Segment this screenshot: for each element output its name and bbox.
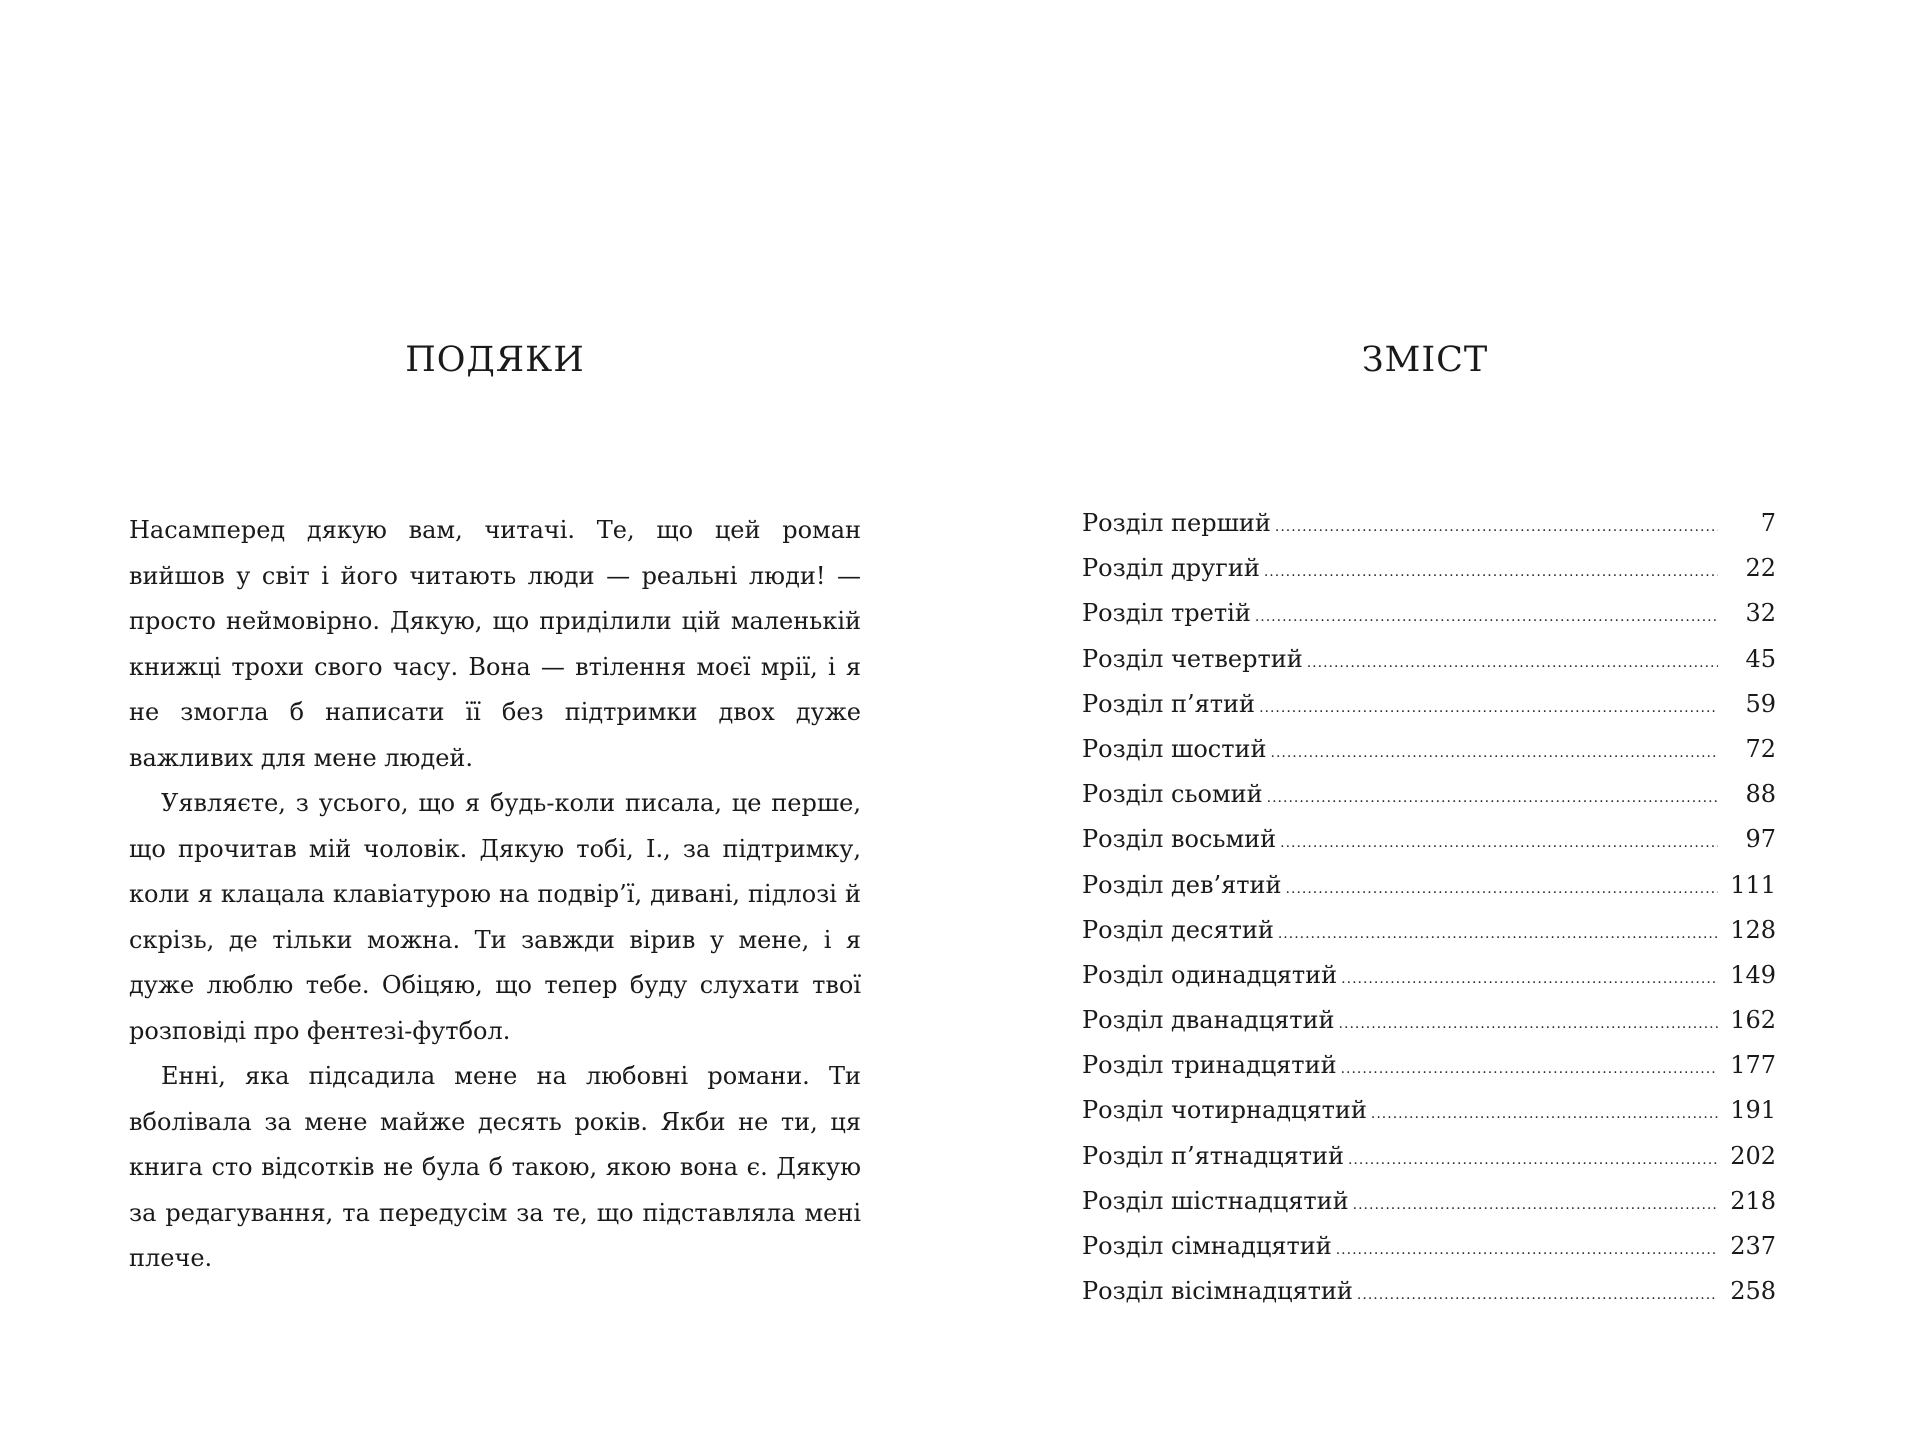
toc-entry[interactable]	[1082, 727, 1776, 772]
toc-dot-leader	[1267, 776, 1718, 821]
toc-dot-leader	[1348, 1138, 1718, 1183]
toc-dot-leader	[1259, 686, 1718, 731]
toc-dot-leader	[1286, 867, 1718, 912]
toc-entry-page: 191	[1730, 1096, 1776, 1125]
toc-entry-label: Розділ одинадцятий	[1082, 960, 1338, 989]
toc-dot-leader	[1357, 1273, 1718, 1318]
table-of-contents-page	[960, 0, 1920, 1440]
toc-entry-page: 32	[1745, 599, 1776, 628]
toc-entry-page: 72	[1745, 734, 1776, 763]
toc-entry-label: Розділ сьомий	[1082, 780, 1263, 809]
toc-entry-label: Розділ п’ятий	[1082, 689, 1256, 718]
toc-dot-leader	[1353, 1183, 1718, 1228]
toc-entry[interactable]	[1082, 1269, 1776, 1314]
toc-entry-page: 149	[1730, 960, 1776, 989]
toc-entry[interactable]	[1082, 863, 1776, 908]
toc-entry[interactable]	[1082, 591, 1776, 636]
toc-entry-page: 237	[1730, 1232, 1776, 1260]
acknowledgements-body	[129, 508, 861, 1282]
toc-entry-label: Розділ восьмий	[1082, 825, 1277, 854]
toc-dot-leader	[1341, 1047, 1718, 1092]
toc-entry[interactable]	[1082, 1224, 1776, 1269]
toc-entry[interactable]	[1082, 1179, 1776, 1224]
toc-entry[interactable]	[1082, 908, 1776, 953]
toc-dot-leader	[1371, 1092, 1718, 1137]
toc-entry-label: Розділ перший	[1082, 509, 1271, 537]
toc-entry-page: 162	[1730, 1006, 1776, 1035]
toc-entry-label: Розділ четвертий	[1082, 644, 1303, 673]
toc-dot-leader	[1307, 641, 1718, 686]
toc-entry[interactable]	[1082, 501, 1776, 546]
toc-entry[interactable]	[1082, 1043, 1776, 1088]
toc-entry-page: 177	[1730, 1051, 1776, 1080]
toc-entry[interactable]	[1082, 1088, 1776, 1133]
toc-entry-label: Розділ дванадцятий	[1082, 1006, 1335, 1035]
toc-dot-leader	[1336, 1228, 1718, 1273]
acknowledgements-paragraph: Енні, яка підсадила мене на любовні романи. Ти вболівала за мене майже десять років. Якби не ти, ця книга сто відсотків не була б такою, якою вона є. Дякую за редагування, та передусім за те, що підставляла мені плече.	[129, 1062, 861, 1272]
toc-dot-leader	[1255, 595, 1718, 640]
toc-entry-label: Розділ шістнадцятий	[1082, 1186, 1349, 1215]
toc-entry-page: 97	[1745, 825, 1776, 854]
toc-entry-label: Розділ третій	[1082, 599, 1251, 628]
toc-entry-page: 202	[1730, 1141, 1776, 1170]
toc-entry-label: Розділ другий	[1082, 554, 1260, 583]
toc-entry-page: 258	[1730, 1277, 1776, 1306]
toc-entry[interactable]	[1082, 772, 1776, 817]
toc-entry[interactable]	[1082, 817, 1776, 862]
toc-entry-page: 128	[1730, 915, 1776, 944]
toc-entry-page: 7	[1760, 509, 1776, 537]
acknowledgements-paragraph: Уявляєте, з усього, що я будь-коли писала, це перше, що прочитав мій чоловік. Дякую тобі, І., за підтримку, коли я клацала клавіатурою на подвір’ї, дивані, підлозі й скрізь, де тільки можна. Ти завжди вірив у мене, і я дуже люблю тебе. Обіцяю, що тепер буду слухати твої розповіді про фентезі-футбол.	[129, 789, 861, 1045]
toc-entry-label: Розділ тринадцятий	[1082, 1051, 1337, 1080]
toc-list	[1082, 501, 1776, 1314]
toc-dot-leader	[1339, 1002, 1718, 1047]
toc-entry-label: Розділ дев’ятий	[1082, 870, 1282, 899]
toc-entry[interactable]	[1082, 682, 1776, 727]
contents-title: ЗМІСТ	[1361, 340, 1489, 380]
toc-dot-leader	[1275, 505, 1718, 550]
toc-entry-page: 218	[1730, 1186, 1776, 1215]
toc-entry-page: 88	[1745, 780, 1776, 809]
acknowledgements-title: ПОДЯКИ	[405, 340, 585, 380]
toc-entry-page: 22	[1745, 554, 1776, 583]
toc-dot-leader	[1341, 957, 1718, 1002]
toc-dot-leader	[1278, 912, 1718, 957]
toc-entry[interactable]	[1082, 637, 1776, 682]
toc-entry[interactable]	[1082, 1134, 1776, 1179]
toc-entry-label: Розділ сімнадцятий	[1082, 1232, 1332, 1260]
toc-dot-leader	[1271, 731, 1719, 776]
toc-entry-page: 45	[1745, 644, 1776, 673]
acknowledgements-paragraph: Насамперед дякую вам, читачі. Те, що цей роман вийшов у світ і його читають люди — реальні люди! — просто неймовірно. Дякую, що приділили цій маленькій книжці трохи свого часу. Вона — втілення моєї мрії, і я не змогла б написати її без підтримки двох дуже важливих для мене людей.	[129, 516, 861, 772]
toc-dot-leader	[1264, 550, 1718, 595]
toc-entry[interactable]	[1082, 546, 1776, 591]
toc-entry[interactable]	[1082, 953, 1776, 998]
toc-entry-page: 111	[1730, 870, 1776, 899]
toc-entry-label: Розділ шостий	[1082, 734, 1267, 763]
toc-entry[interactable]	[1082, 998, 1776, 1043]
toc-entry-label: Розділ п’ятнадцятий	[1082, 1141, 1344, 1170]
toc-dot-leader	[1280, 821, 1718, 866]
toc-entry-label: Розділ вісімнадцятий	[1082, 1277, 1353, 1306]
toc-entry-page: 59	[1745, 689, 1776, 718]
toc-entry-label: Розділ десятий	[1082, 915, 1274, 944]
toc-entry-label: Розділ чотирнадцятий	[1082, 1096, 1367, 1125]
